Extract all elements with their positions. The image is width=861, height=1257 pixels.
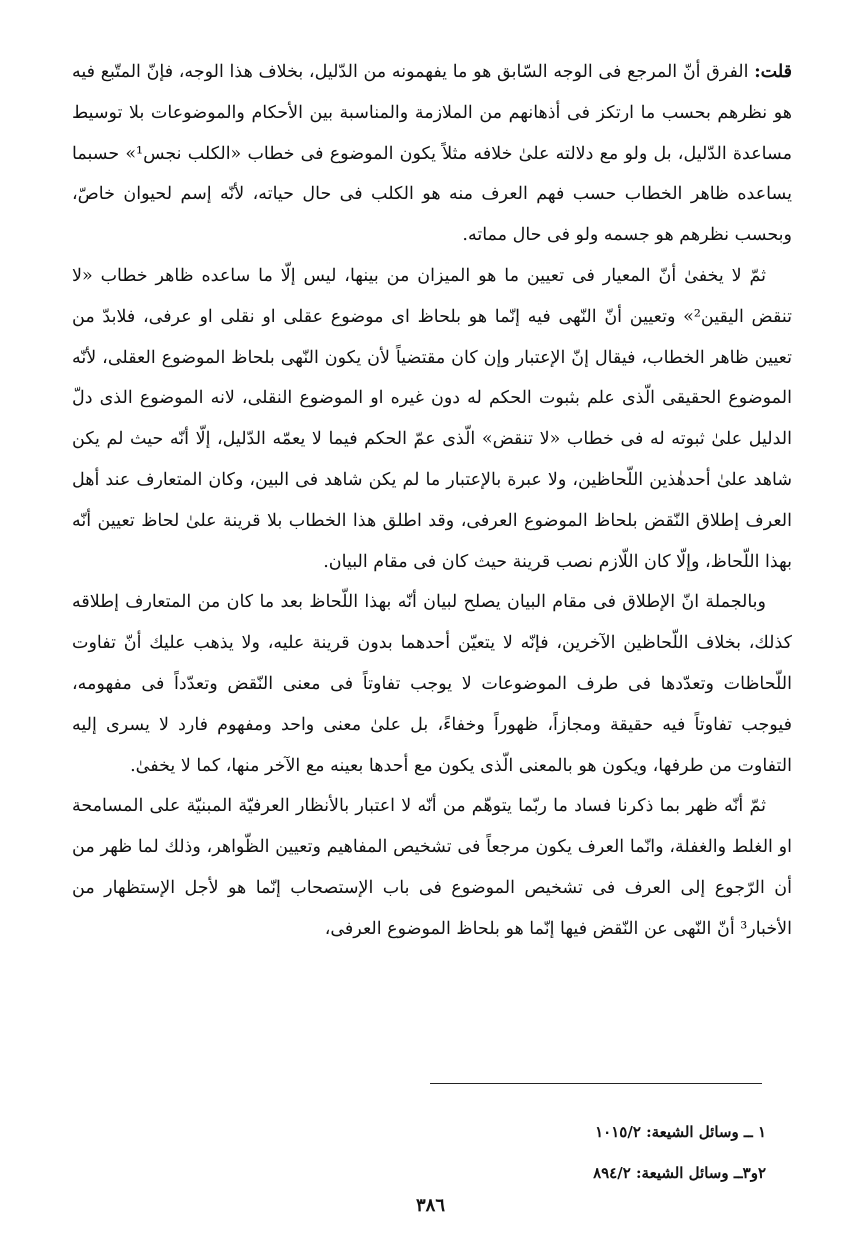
paragraph-2 (72, 256, 792, 582)
paragraph-body: الفرق أنّ المرجع فى الوجه السّابق هو ما يفهمونه من الدّليل، بخلاف هذا الوجه، فإنّ المتّبع فيه هو نظرهم بحسب ما ارتكز فى أذهانهم من الملازمة والمناسبة بين الأحكام والموضوعات بلا توسيط مساعدة الدّليل، بل ولو مع دلالته علىٰ خلافه مثلاً يكون الموضوع فى خطاب «الكلب نجس¹» حسبما يساعده ظاهر الخطاب حسب فهم العرف منه هو الكلب فى حال حياته، لأنّه إسم لحيوان خاصّ، وبحسب نظرهم هو جسمه ولو فى حال مماته. (72, 62, 792, 246)
main-text (72, 52, 792, 950)
paragraph-lead: قلت: (754, 62, 792, 82)
paragraph-4 (72, 786, 792, 949)
footnote-2: ٢و٣ــ وسائل الشيعة: ٨٩٤/٢ (593, 1164, 766, 1182)
footnotes (266, 1112, 766, 1194)
paragraph-body: ثمّ لا يخفىٰ أنّ المعيار فى تعيين ما هو الميزان من بينها، ليس إلّا ما ساعده ظاهر خطاب «لا تنقض اليقين²» وتعيين أنّ النّهى فيه إنّما هو بلحاظ اى موضوع عقلى او نقلى او عرفى، فلابدّ من تعيين ظاهر الخطاب، فيقال إنّ الإعتبار وإن كان مقتضياً لأن يكون النّهى بلحاظ الموضوع العقلى، لأنّه الموضوع الحقيقى الّذى علم بثبوت الحكم له دون غيره او الموضوع النقلى، لانه الموضوع الذى دلّ الدليل علىٰ ثبوته له فى خطاب «لا تنقض» الّذى عمّ الحكم فيما لا يعمّه الدّليل، إلّا أنّه حيث لم يكن شاهد علىٰ أحدهٰذين اللّحاظين، ولا عبرة بالإعتبار ما لم يكن شاهد فى البين، وكان المتعارف عند أهل العرف إطلاق النّقض بلحاظ الموضوع العرفى، وقد اطلق هذا الخطاب بلا قرينة علىٰ لحاظ تعيين أنّه بهذا اللّحاظ، وإلّا كان اللّازم نصب قرينة حيث كان فى مقام البيان. (72, 265, 792, 572)
page-number: ٣٨٦ (415, 1195, 445, 1216)
paragraph-body: ثمّ أنّه ظهر بما ذكرنا فساد ما ربّما يتوهّم من أنّه لا اعتبار بالأنظار العرفيّة المبنيّة على المسامحة او الغلط والغفلة، وانّما العرف يكون مرجعاً فى تشخيص المفاهيم وتعيين الظّواهر، وذلك لما ظهر من أن الرّجوع إلى العرف فى تشخيص الموضوع فى باب الإستصحاب إنّما هو لأجل الإستظهار من الأخبار³ أنّ النّهى عن النّقض فيها إنّما هو بلحاظ الموضوع العرفى، (72, 796, 792, 939)
paragraph-body: وبالجملة انّ الإطلاق فى مقام البيان يصلح لبيان أنّه بهذا اللّحاظ بعد ما كان من المتعارف إطلاقه كذلك، بخلاف اللّحاظين الآخرين، فإنّه لا يتعيّن أحدهما بدون قرينة عليه، ولا يذهب عليك أنّ تفاوت اللّحاظات وتعدّدها فى طرف الموضوعات لا يوجب تفاوتاً فى معنى النّقض وتعدّداً فى مفهومه، فيوجب تفاوتاً فيه حقيقة ومجازاً، ظهوراً وخفاءً، بل علىٰ معنى واحد ومفهوم فارد لا يسرى إليه التفاوت من طرفها، ويكون هو بالمعنى الّذى يكون مع أحدها بعينه مع الآخر منها، كما لا يخفىٰ. (72, 592, 792, 776)
paragraph-1 (72, 52, 792, 256)
paragraph-3 (72, 582, 792, 786)
footnote-divider (430, 1083, 762, 1084)
footnote-1: ١ ــ وسائل الشيعة: ١٠١٥/٢ (595, 1123, 766, 1141)
